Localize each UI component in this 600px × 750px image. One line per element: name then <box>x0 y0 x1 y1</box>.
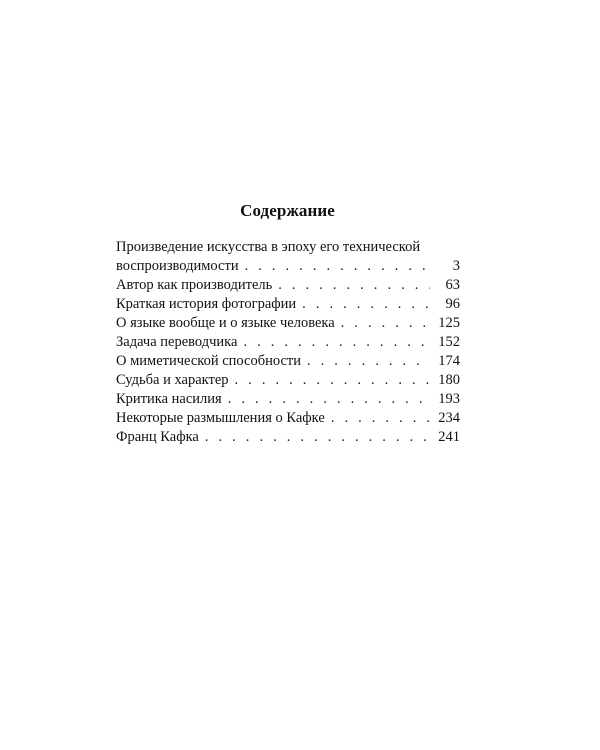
toc-entry-10 <box>116 428 460 447</box>
toc-entry-7 <box>116 371 460 390</box>
toc-entry-page: 3 <box>452 258 460 274</box>
toc-entry-title: Автор как производитель <box>116 277 273 293</box>
toc-entry-page: 152 <box>438 334 460 350</box>
toc-entry-title: Франц Кафка <box>116 429 199 445</box>
toc-entry-title: О миметической способности <box>116 353 301 369</box>
toc-entry-title-line1: Произведение искусства в эпоху его технической <box>116 239 421 255</box>
dot-leader <box>341 314 430 333</box>
toc-entry-1 <box>116 238 460 276</box>
toc-entry-6 <box>116 352 460 371</box>
toc-entry-line <box>116 295 460 314</box>
dot-leader <box>302 295 430 314</box>
dot-leader <box>235 371 430 390</box>
page-title: Содержание <box>240 201 335 220</box>
dot-leader <box>245 257 430 276</box>
toc-entry-page: 234 <box>438 410 460 426</box>
toc-entry-title: Краткая история фотографии <box>116 296 297 312</box>
toc-entry-line <box>116 333 460 352</box>
dot-leader <box>278 276 430 295</box>
toc-entry-page: 96 <box>445 296 460 312</box>
toc-entry-page: 193 <box>438 391 460 407</box>
toc-entry-title: Критика насилия <box>116 391 222 407</box>
toc-entry-page: 174 <box>438 353 460 369</box>
toc-entry-line <box>116 409 460 428</box>
dot-leader <box>205 428 430 447</box>
toc-entry-line <box>116 276 460 295</box>
toc-entry-page: 125 <box>438 315 460 331</box>
toc-entry-page: 63 <box>445 277 460 293</box>
toc-entry-5 <box>116 333 460 352</box>
toc-entry-title: О языке вообще и о языке человека <box>116 315 335 331</box>
dot-leader <box>331 409 430 428</box>
toc-entry-title: Судьба и характер <box>116 372 229 388</box>
table-of-contents <box>116 238 460 447</box>
toc-entry-line <box>116 390 460 409</box>
toc-entry-line <box>116 314 460 333</box>
toc-entry-title: Некоторые размышления о Кафке <box>116 410 325 426</box>
dot-leader <box>307 352 430 371</box>
dot-leader <box>243 333 430 352</box>
toc-entry-page: 241 <box>438 429 460 445</box>
toc-entry-title: Задача переводчика <box>116 334 238 350</box>
toc-entry-line <box>116 257 460 276</box>
toc-entry-title: воспроизводимости <box>116 258 239 274</box>
toc-entry-3 <box>116 295 460 314</box>
toc-entry-4 <box>116 314 460 333</box>
toc-entry-9 <box>116 409 460 428</box>
toc-entry-8 <box>116 390 460 409</box>
toc-entry-2 <box>116 276 460 295</box>
dot-leader <box>228 390 430 409</box>
toc-entry-page: 180 <box>438 372 460 388</box>
toc-entry-line <box>116 428 460 447</box>
toc-entry-line <box>116 352 460 371</box>
toc-entry-line <box>116 371 460 390</box>
